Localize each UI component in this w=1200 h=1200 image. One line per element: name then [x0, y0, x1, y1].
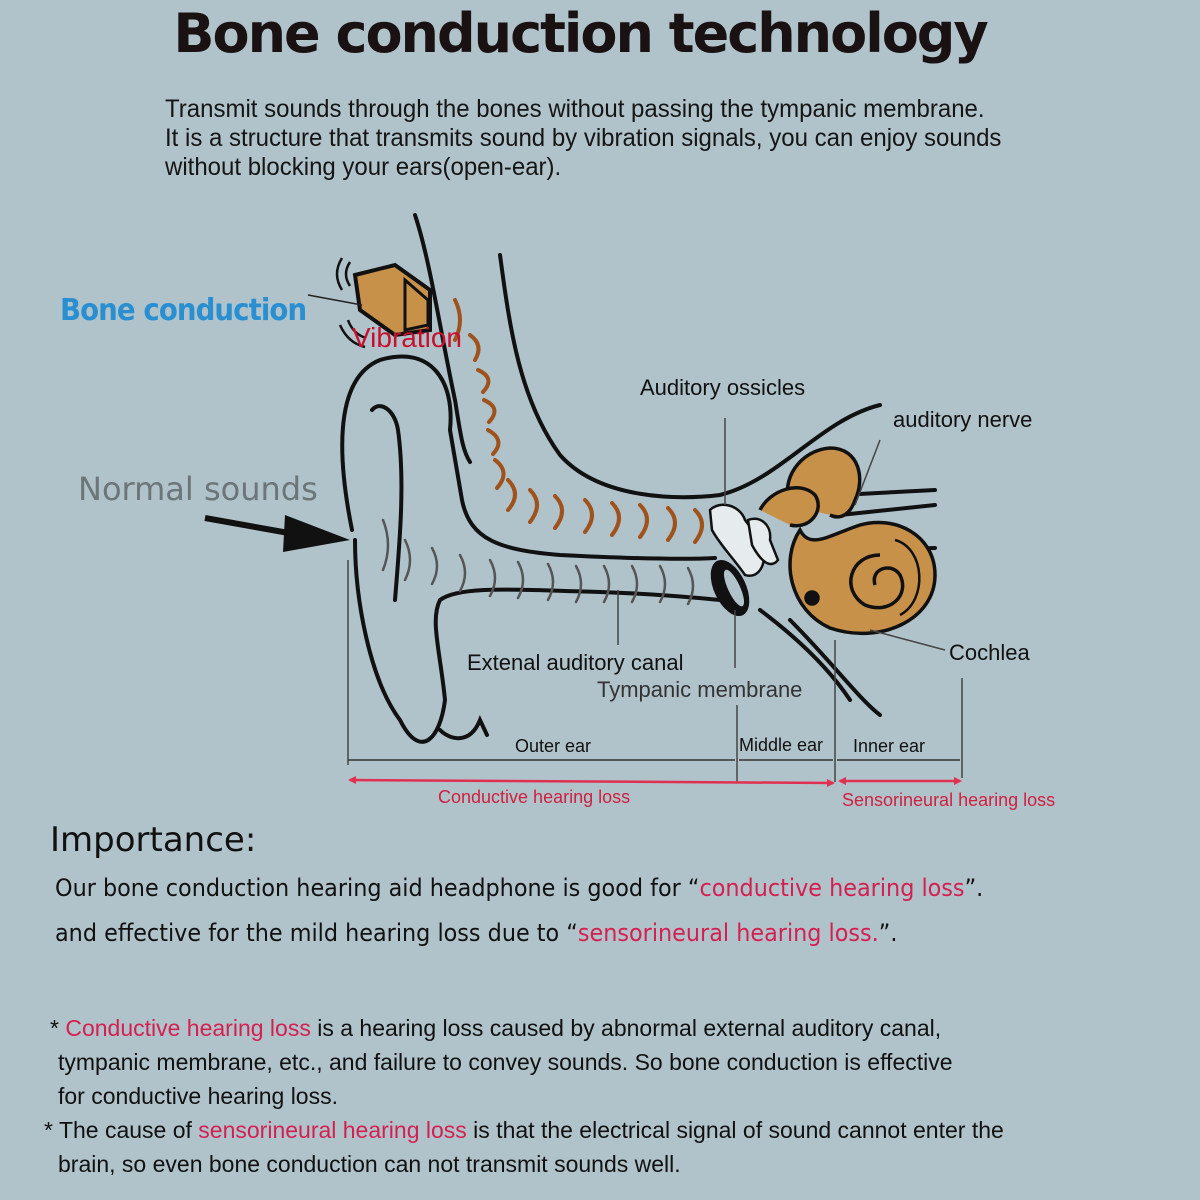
note-highlight-conductive: Conductive hearing loss [65, 1015, 311, 1041]
vibration-label: Vibration [352, 322, 463, 353]
intro-line-2: It is a structure that transmits sound by vibration signals, you can enjoy sounds [165, 124, 1002, 152]
highlight-sensorineural: sensorineural hearing loss. [577, 919, 879, 947]
auditory-nerve-label: auditory nerve [893, 407, 1033, 432]
conductive-loss-label: Conductive hearing loss [438, 787, 631, 807]
intro-line-1: Transmit sounds through the bones without passing the tympanic membrane. [165, 95, 985, 123]
cochlea-shape [760, 448, 935, 633]
note-highlight-sensorineural: sensorineural hearing loss [198, 1117, 467, 1143]
cochlea-leader [870, 630, 945, 650]
highlight-conductive: conductive hearing loss [699, 874, 965, 902]
external-canal-label: Extenal auditory canal [467, 650, 684, 675]
pinna-helix [372, 406, 401, 600]
page-title: Bone conduction technology [173, 2, 987, 65]
tympanic-membrane-label: Tympanic membrane [597, 677, 803, 702]
inner-ear-label: Inner ear [853, 736, 926, 756]
importance-heading: Importance: [50, 820, 257, 860]
cochlea-label: Cochlea [949, 640, 1030, 665]
auditory-ossicles-label: Auditory ossicles [640, 375, 806, 400]
ear-lobe [440, 720, 487, 738]
bone-vibration-waves [455, 300, 702, 542]
bone-conduction-label: Bone conduction [60, 293, 307, 328]
importance-line-2: and effective for the mild hearing loss due to “sensorineural hearing loss.”. [55, 919, 898, 947]
importance-line-1: Our bone conduction hearing aid headphone is good for “conductive hearing loss”. [55, 874, 984, 902]
normal-sounds-arrow-icon [205, 515, 350, 552]
normal-sounds-label: Normal sounds [78, 470, 318, 508]
note-sensorineural: * The cause of sensorineural hearing loss is that the electrical signal of sound cannot enter the brain, so even bone conduction can not transmit sounds well. [44, 1117, 1004, 1177]
loss-range-lines [350, 780, 960, 783]
outer-ear-label: Outer ear [515, 736, 592, 756]
intro-line-3: without blocking your ears(open-ear). [165, 153, 562, 181]
note-conductive: * Conductive hearing loss is a hearing loss caused by abnormal external auditory canal, tympanic membrane, etc., and failure to convey sounds. So bone conduction is effective for conductive hearing loss. [50, 1015, 953, 1109]
middle-ear-label: Middle ear [739, 735, 824, 755]
sensorineural-loss-label: Sensorineural hearing loss [842, 790, 1056, 810]
